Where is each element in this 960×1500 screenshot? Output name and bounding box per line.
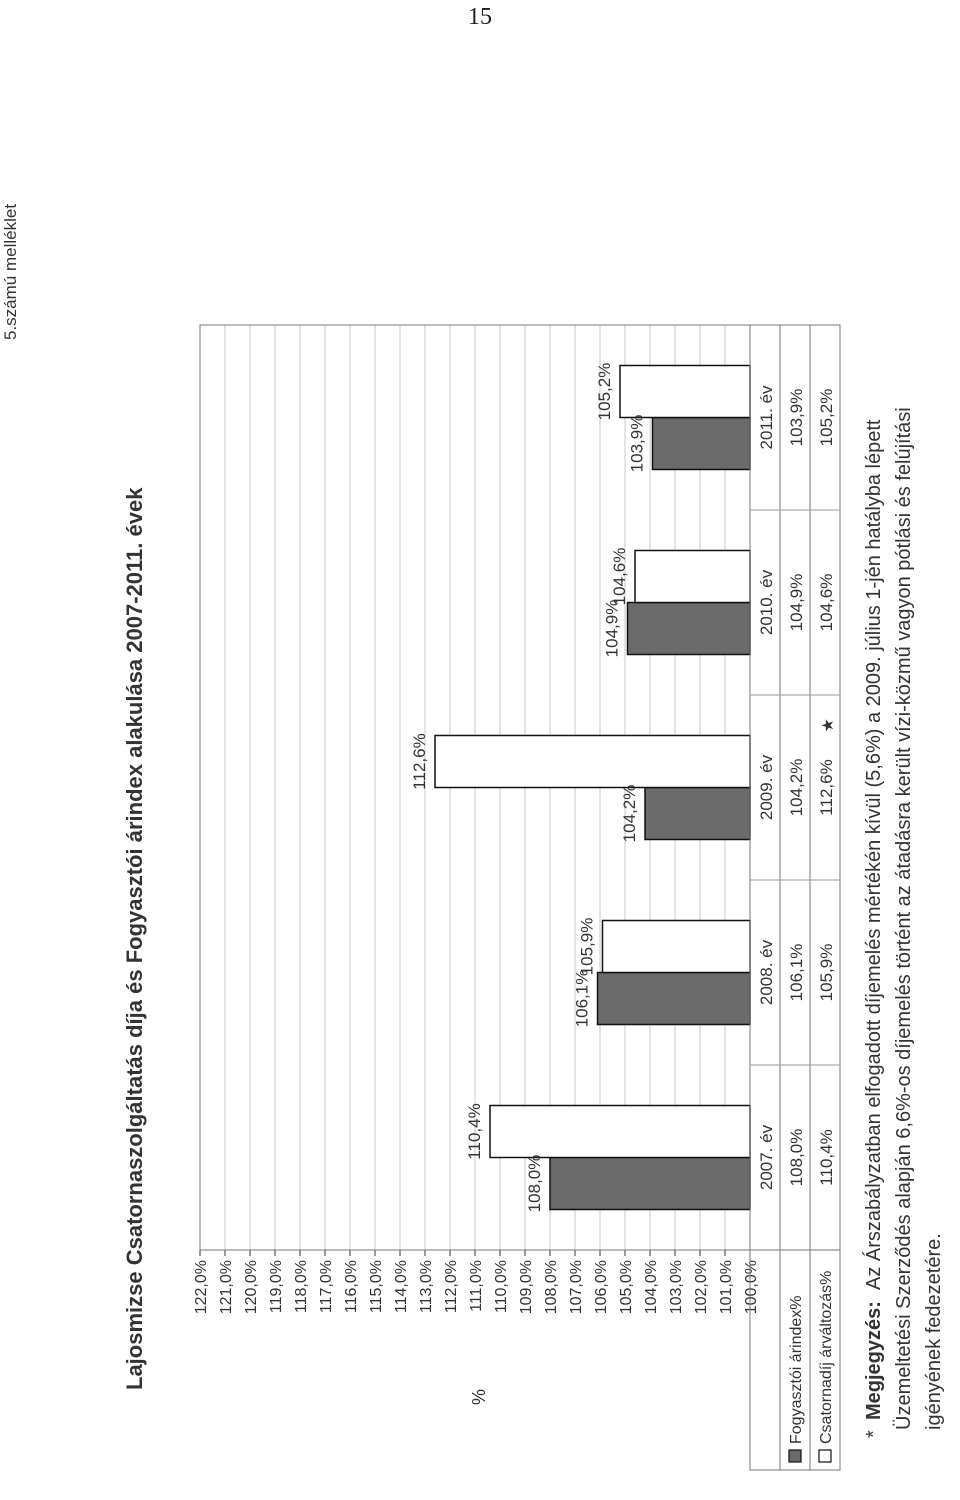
data-label-fogyasztoi: 103,9% bbox=[627, 414, 647, 473]
y-tick-label: 101,0% bbox=[718, 1260, 735, 1315]
table-cell: 106,1% bbox=[787, 943, 806, 1002]
footnote-line2: Üzemeltetési Szerződés alapján 6,6%-os díjemelés történt az átadásra került vízi-közmű vagyon pótlási és felújítási bbox=[893, 407, 915, 1430]
y-tick-label: 102,0% bbox=[693, 1260, 710, 1315]
data-label-csatornadij: 104,6% bbox=[610, 547, 629, 606]
y-tick-label: 111,0% bbox=[468, 1260, 485, 1312]
table-cell: 110,4% bbox=[817, 1129, 836, 1186]
bar-csatornadij-arvaltozas bbox=[603, 921, 751, 973]
x-category-label: 2010. év bbox=[757, 569, 776, 636]
table-cell: 104,2% bbox=[787, 758, 806, 817]
y-tick-label: 115,0% bbox=[368, 1260, 385, 1314]
table-cell: 112,6% bbox=[817, 759, 836, 816]
table-cell: 103,9% bbox=[787, 388, 806, 447]
bar-csatornadij-arvaltozas bbox=[635, 551, 750, 603]
y-tick-label: 118,0% bbox=[293, 1260, 310, 1314]
y-tick-label: 121,0% bbox=[218, 1260, 235, 1315]
x-category-label: 2009. év bbox=[757, 754, 776, 821]
annex-label: 5.számú melléklet bbox=[1, 203, 20, 340]
chart-title: Lajosmizse Csatornaszolgáltatás díja és Fogyasztói árindex alakulása 2007-2011. évek bbox=[122, 487, 147, 1390]
y-axis-label: % bbox=[469, 1388, 489, 1405]
data-label-csatornadij: 110,4% bbox=[465, 1103, 484, 1160]
bar-fogyasztoi-arindex bbox=[628, 603, 751, 655]
data-label-fogyasztoi: 108,0% bbox=[525, 1154, 544, 1213]
x-category-label: 2007. év bbox=[757, 1124, 776, 1191]
table-cell: 105,2% bbox=[817, 388, 836, 447]
bar-csatornadij-arvaltozas bbox=[620, 366, 750, 418]
y-tick-label: 114,0% bbox=[393, 1260, 410, 1314]
bar-csatornadij-arvaltozas bbox=[435, 736, 750, 788]
footnote-marker: * bbox=[863, 1430, 885, 1438]
y-tick-label: 107,0% bbox=[568, 1260, 585, 1315]
footnote-lead: Megjegyzés: bbox=[863, 1301, 885, 1420]
y-tick-label: 100,0% bbox=[743, 1260, 760, 1315]
y-tick-label: 122,0% bbox=[193, 1260, 210, 1315]
y-tick-label: 116,0% bbox=[343, 1260, 360, 1314]
data-label-csatornadij: 112,6% bbox=[410, 733, 429, 790]
y-tick-label: 110,0% bbox=[493, 1260, 510, 1314]
data-label-fogyasztoi: 104,2% bbox=[620, 784, 639, 843]
y-tick-label: 108,0% bbox=[543, 1260, 560, 1315]
table-cell: 104,6% bbox=[817, 573, 836, 632]
footnote-line1: Az Árszabályzatban elfogadott díjemelés mértékén kívül (5,6%) a 2009. július 1-jén hatályba lépett bbox=[863, 419, 885, 1290]
page-content bbox=[1, 204, 945, 1470]
y-tick-label: 119,0% bbox=[268, 1260, 285, 1314]
data-label-csatornadij: 105,2% bbox=[595, 362, 614, 421]
table-cell: 108,0% bbox=[787, 1128, 806, 1187]
table-cell: 105,9% bbox=[817, 943, 836, 1002]
y-tick-label: 120,0% bbox=[243, 1260, 260, 1315]
footnote-line3: igényének fedezetére. bbox=[923, 1233, 945, 1430]
y-tick-label: 112,0% bbox=[443, 1260, 460, 1314]
data-label-fogyasztoi: 106,1% bbox=[572, 969, 592, 1028]
bar-fogyasztoi-arindex bbox=[653, 418, 751, 470]
legend-label: Fogyasztói árindex% bbox=[788, 1295, 805, 1444]
y-tick-label: 117,0% bbox=[318, 1260, 335, 1314]
data-label-csatornadij: 105,9% bbox=[577, 917, 597, 976]
bars bbox=[435, 366, 750, 1210]
legend-swatch-csatornadij bbox=[819, 1450, 831, 1462]
y-tick-label: 113,0% bbox=[418, 1260, 435, 1314]
y-tick-label: 106,0% bbox=[593, 1260, 610, 1315]
legend-label: Csatornadíj árváltozás% bbox=[818, 1270, 835, 1444]
data-label-fogyasztoi: 104,9% bbox=[602, 599, 622, 658]
legend-swatch-fogyasztoi bbox=[789, 1450, 801, 1462]
bar-fogyasztoi-arindex bbox=[598, 973, 751, 1025]
y-tick-label: 104,0% bbox=[643, 1260, 660, 1315]
bar-fogyasztoi-arindex bbox=[645, 788, 750, 840]
y-tick-label: 103,0% bbox=[668, 1260, 685, 1315]
bar-csatornadij-arvaltozas bbox=[490, 1106, 750, 1158]
x-category-label: 2008. év bbox=[757, 939, 776, 1006]
y-tick-label: 105,0% bbox=[618, 1260, 635, 1315]
star-marker: ★ bbox=[820, 718, 837, 733]
x-category-label: 2011. év bbox=[757, 385, 776, 450]
bar-fogyasztoi-arindex bbox=[550, 1158, 750, 1210]
table-cell: 104,9% bbox=[787, 573, 806, 632]
page-number: 15 bbox=[468, 4, 492, 30]
y-tick-label: 109,0% bbox=[518, 1260, 535, 1315]
